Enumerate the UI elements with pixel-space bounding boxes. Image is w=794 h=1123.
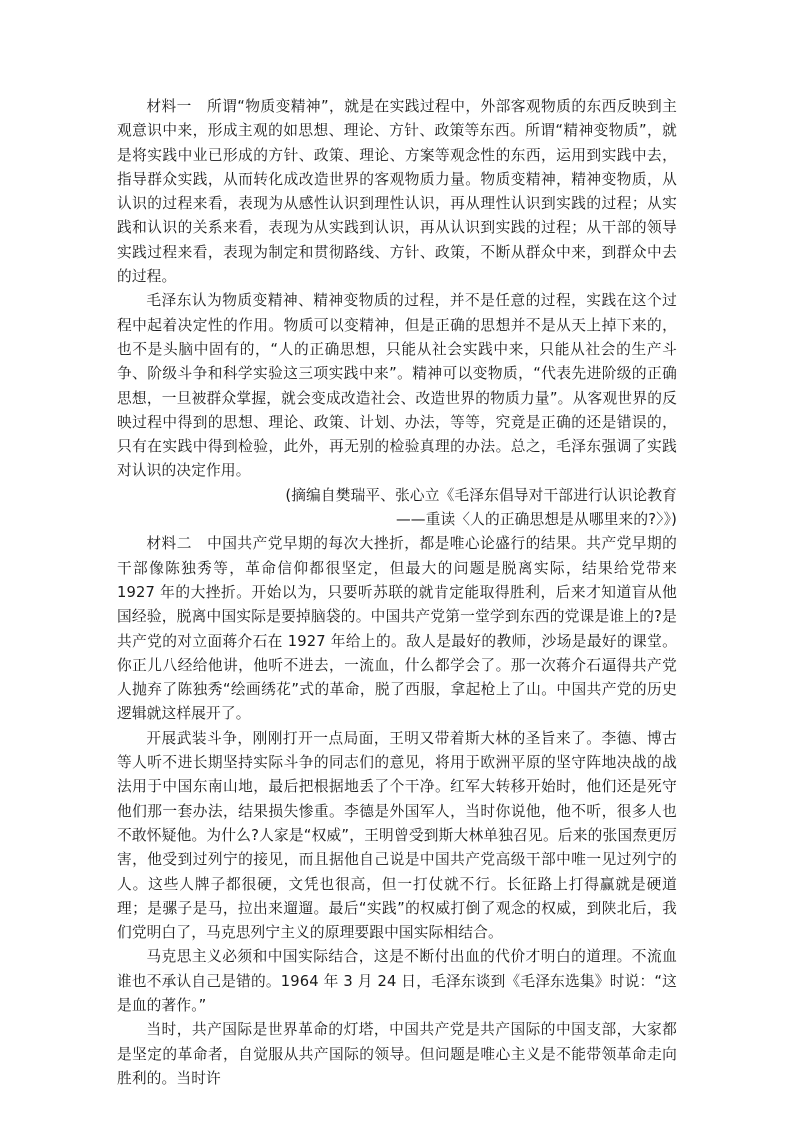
material2-paragraph-2: 开展武装斗争，刚刚打开一点局面，王明又带着斯大林的圣旨来了。李德、博古等人听不进长期坚持实际斗争的同志们的意见，将用于欧洲平原的坚守阵地决战的战法用于中国东南山地，最后把根据地丢了个干净。红军大转移开始时，他们还是死守他们那一套办法，结果损失惨重。李德是外国军人，当时你说他，他不听，很多人也不敢怀疑他。为什么?人家是“权威”，王明曾受到斯大林单独召见。后来的张国焘更厉害，他受到过列宁的接见，而且据他自己说是中国共产党高级干部中唯一见过列宁的人。这些人牌子都很硬，文凭也很高，但一打仗就不行。长征路上打得赢就是硬道理；是骡子是马，拉出来遛遛。最后“实践”的权威打倒了观念的权威，到陕北后，我们党明白了，马克思列宁主义的原理要跟中国实际相结合。 xyxy=(117,729,677,942)
material1-paragraph-2: 毛泽东认为物质变精神、精神变物质的过程，并不是任意的过程，实践在这个过程中起着决定性的作用。物质可以变精神，但是正确的思想并不是从天上掉下来的，也不是头脑中固有的，“人的正确思想，只能从社会实践中来，只能从社会的生产斗争、阶级斗争和科学实验这三项实践中来”。精神可以变物质，“代表先进阶级的正确思想，一旦被群众掌握，就会变成改造社会、改造世界的物质力量”。从客观世界的反映过程中得到的思想、理论、政策、计划、办法，等等，究竟是正确的还是错误的，只有在实践中得到检验，此外，再无别的检验真理的办法。总之，毛泽东强调了实践对认识的决定作用。 xyxy=(117,292,677,480)
material2-paragraph-3: 马克思主义必须和中国实际结合，这是不断付出血的代价才明白的道理。不流血谁也不承认自己是错的。1964 年 3 月 24 日，毛泽东谈到《毛泽东选集》时说：“这是血的著作。” xyxy=(117,948,677,1014)
material1-citation-line-1: (摘编自樊瑞平、张心立《毛泽东倡导对干部进行认识论教育 xyxy=(285,486,677,504)
material1-paragraph-1: 材料一 所谓“物质变精神”，就是在实践过程中，外部客观物质的东西反映到主观意识中来，形成主观的如思想、理论、方针、政策等东西。所谓“精神变物质”，就是将实践中业已形成的方针、政策、理论、方案等观念性的东西，运用到实践中去，指导群众实践，从而转化成改造世界的客观物质力量。物质变精神，精神变物质，从认识的过程来看，表现为从感性认识到理性认识，再从理性认识到实践的过程；从实践和认识的关系来看，表现为从实践到认识，再从认识到实践的过程；从干部的领导实践过程来看，表现为制定和贯彻路线、方针、政策，不断从群众中来，到群众中去的过程。 xyxy=(117,98,677,286)
material1-citation-line-2: ——重读〈人的正确思想是从哪里来的?〉》) xyxy=(395,511,677,529)
document-page xyxy=(117,95,677,1091)
material2-paragraph-1: 材料二 中国共产党早期的每次大挫折，都是唯心论盛行的结果。共产党早期的干部像陈独秀等，革命信仰都很坚定，但最大的问题是脱离实际，结果给党带来 1927 年的大挫折。开始以为，只要听苏联的就肯定能取得胜利，后来才知道盲从他国经验，脱离中国实际是要掉脑袋的。中国共产党第一堂学到东西的党课是谁上的?是共产党的对立面蒋介石在 1927 年给上的。敌人是最好的教师，沙场是最好的课堂。你正儿八经给他讲，他听不进去，一流血，什么都学会了。那一次蒋介石逼得共产党人抛弃了陈独秀“绘画绣花”式的革命，脱了西服，拿起枪上了山。中国共产党的历史逻辑就这样展开了。 xyxy=(117,535,677,723)
material2-paragraph-4: 当时，共产国际是世界革命的灯塔，中国共产党是共产国际的中国支部，大家都是坚定的革命者，自觉服从共产国际的领导。但问题是唯心主义是不能带领革命走向胜利的。当时许 xyxy=(117,1021,677,1087)
